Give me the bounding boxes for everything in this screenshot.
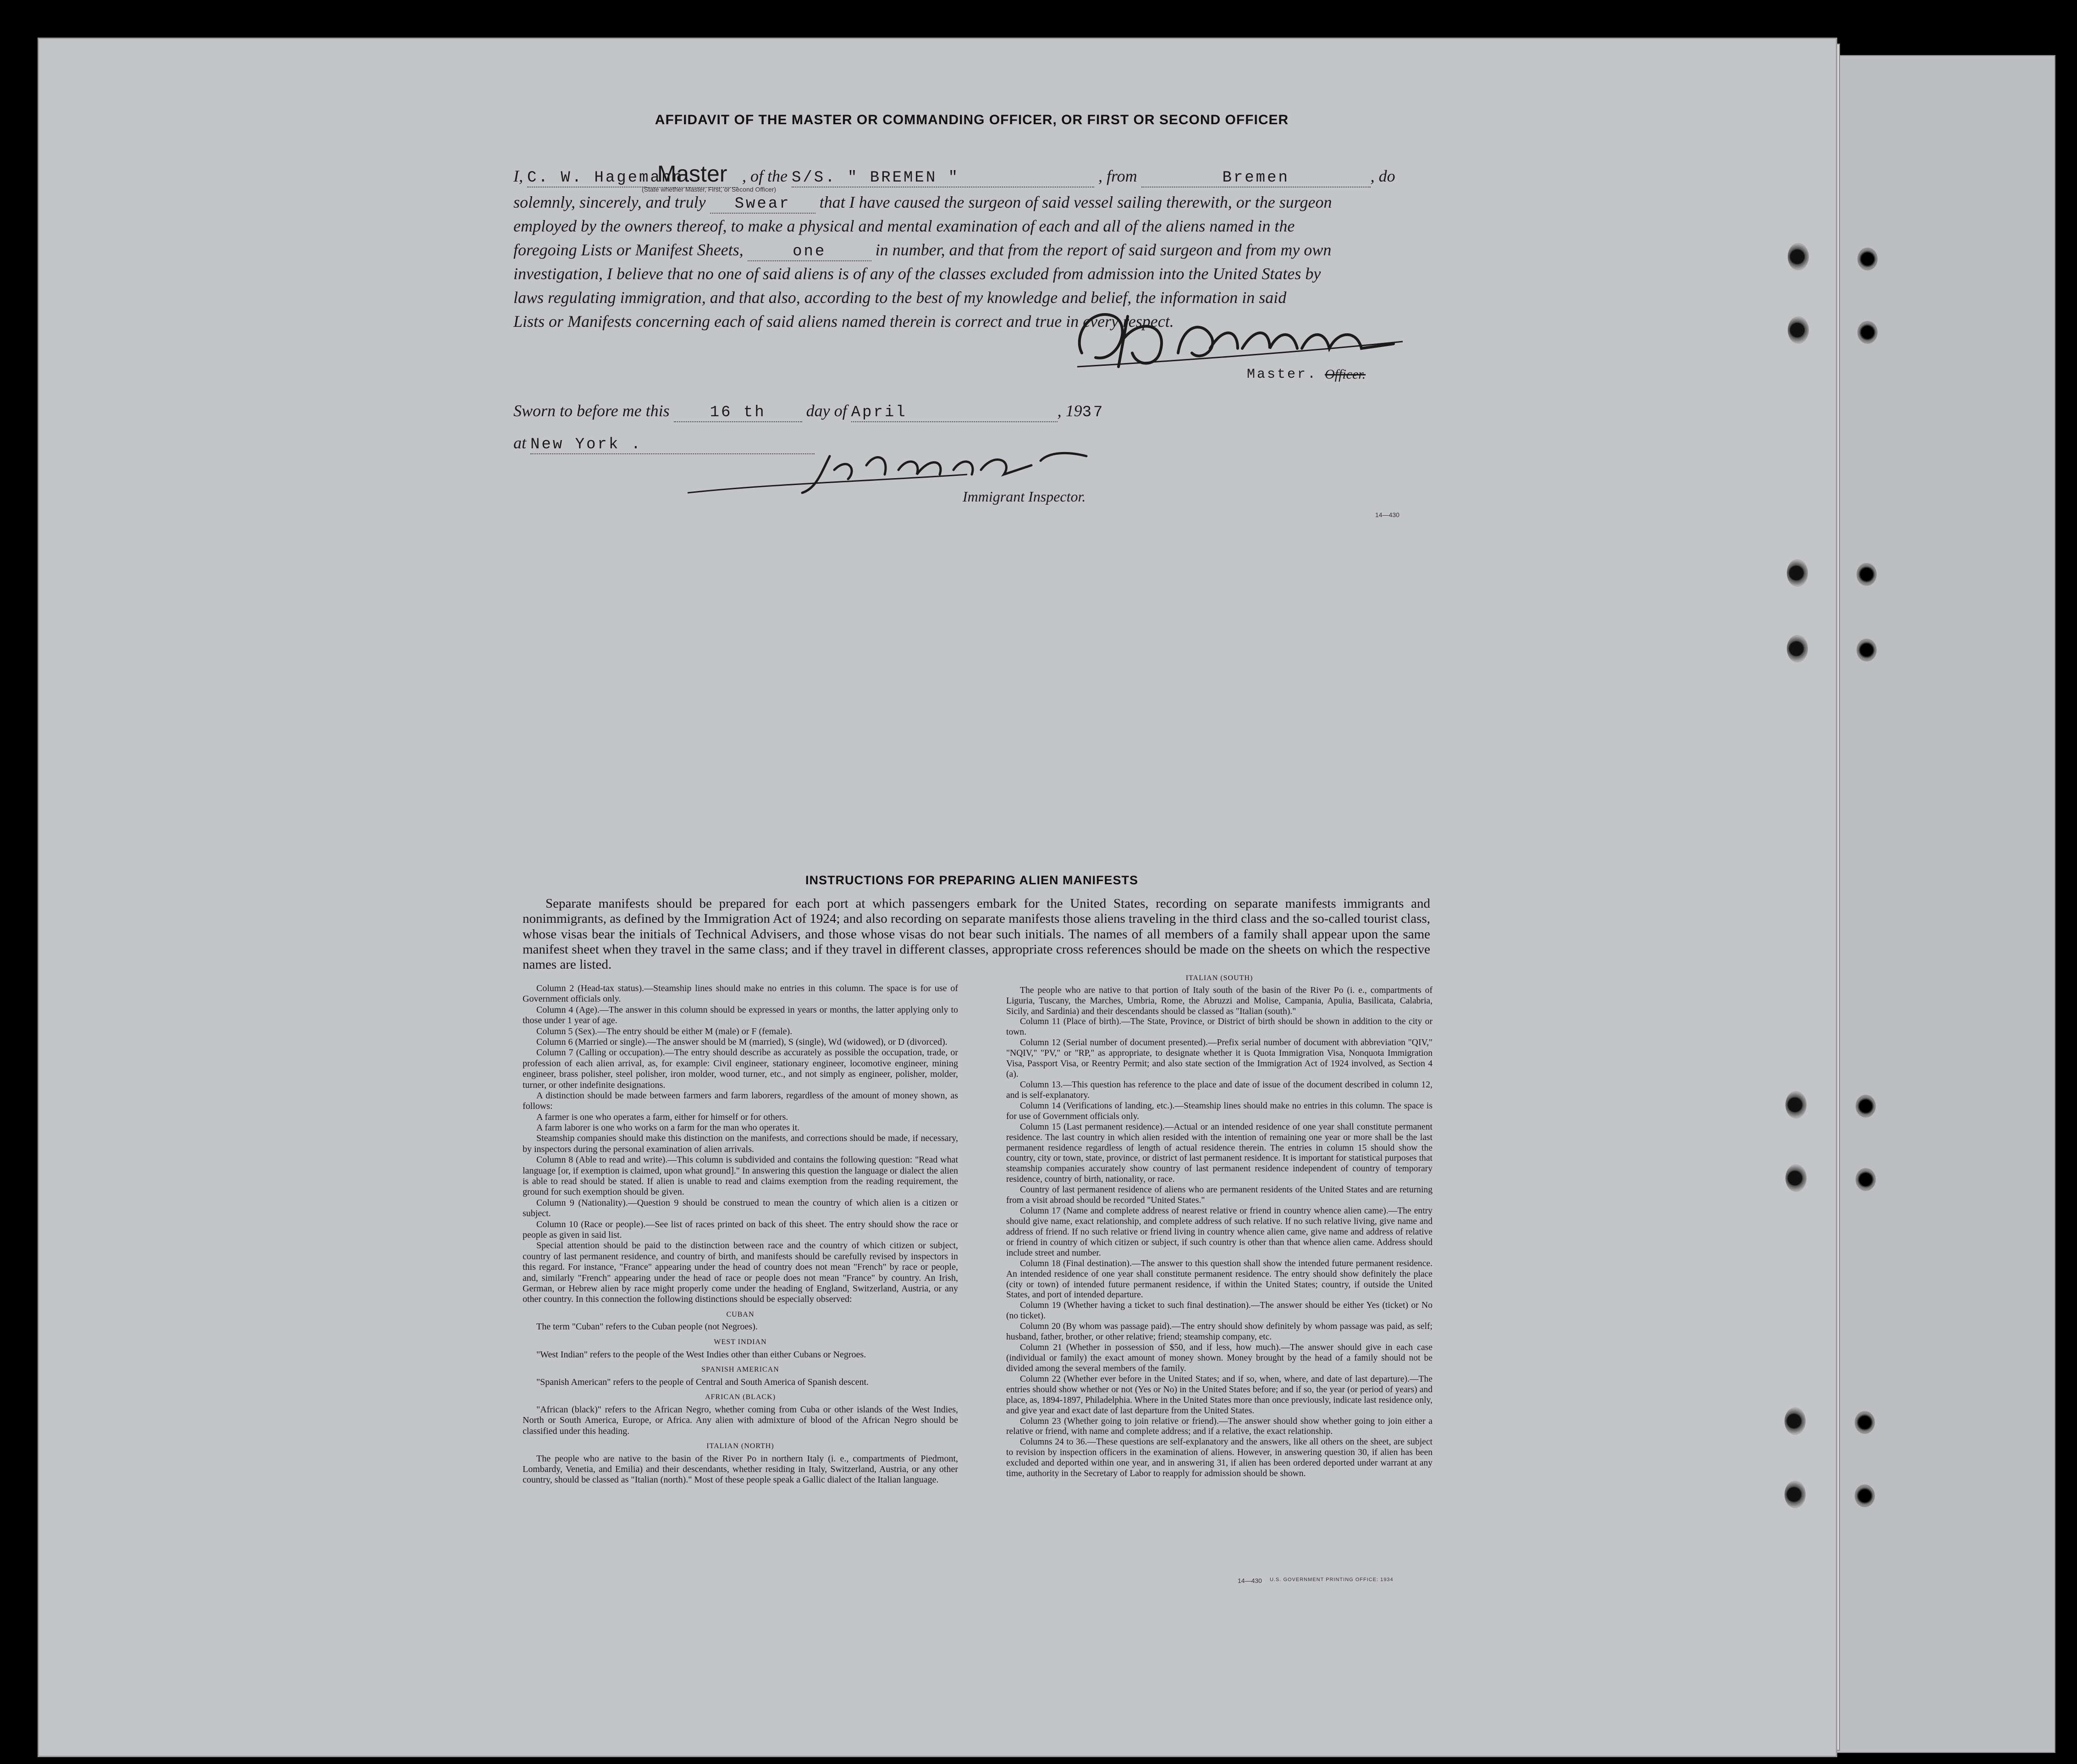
- oath-field: Swear: [710, 195, 815, 214]
- paragraph: Column 12 (Serial number of document presented).—Prefix serial number of document with abbreviation "QIV," "NQIV," "PV," or "RP," as appropriate, to designate whether it is Quota Immigration Visa, Nonquota Immigration Visa, Passport Visa, or Reentry Permit; and also state section of the Immigration Act of 1924 involved, as Section 4 (a).: [1006, 1038, 1432, 1080]
- section-heading: CUBAN: [726, 1310, 755, 1318]
- paragraph: Column 19 (Whether having a ticket to such final destination).—The answer should be either Yes (ticket) or No (no ticket).: [1006, 1301, 1432, 1321]
- affidavit-line-6: laws regulating immigration, and that also, according to the best of my knowledge and belief, the information in said: [513, 288, 1287, 307]
- affidavit-line-3: employed by the owners thereof, to make a physical and mental examination of each and all of the aliens named in the: [513, 217, 1295, 235]
- affidavit-line-7: Lists or Manifests concerning each of said aliens named therein is correct and true in every respect.: [513, 312, 1174, 331]
- affidavit-line-2: [513, 193, 1332, 214]
- port-field: Bremen: [1141, 169, 1371, 187]
- instructions-title: INSTRUCTIONS FOR PREPARING ALIEN MANIFESTS: [805, 873, 1139, 887]
- paragraph: Country of last permanent residence of aliens who are permanent residents of the United States and are returning from a visit abroad should be recorded "United States.": [1006, 1185, 1432, 1206]
- text: Sworn to before me this: [513, 402, 670, 420]
- footer-form-number: 14—430: [1238, 1577, 1262, 1584]
- signature-title: Master.: [1247, 367, 1318, 382]
- text: foregoing Lists or Manifest Sheets,: [513, 241, 744, 259]
- text: solemnly, sincerely, and truly: [513, 193, 706, 211]
- punch-hole: [1857, 248, 1878, 270]
- sworn-year-field: 37: [1082, 404, 1105, 421]
- sworn-month-field: April: [851, 404, 1058, 422]
- punch-hole: [1856, 1168, 1876, 1191]
- text: that I have caused the surgeon of said vessel sailing therewith, or the surgeon: [819, 193, 1332, 211]
- paragraph: "West Indian" refers to the people of the West Indies other than either Cubans or Negroes.: [536, 1349, 866, 1360]
- section-heading: AFRICAN (BLACK): [705, 1393, 776, 1401]
- paragraph: Column 9 (Nationality).—Question 9 should be construed to mean the country of which alien is a citizen or subject.: [523, 1197, 958, 1219]
- master-name-field: C. W. Hagemann: [527, 169, 684, 187]
- punch-hole: [1855, 1484, 1875, 1507]
- paragraph: Column 6 (Married or single).—The answer should be M (married), S (single), Wd (widowed), or D (divorced).: [536, 1036, 948, 1047]
- instructions-right-column: [1006, 974, 1432, 1479]
- paragraph: Column 23 (Whether going to join relative or friend).—The answer should show whether going to join either a relative or friend, with name and complete address; and if a relative, the exact relationship.: [1006, 1416, 1432, 1437]
- affidavit-line-1: [513, 160, 1395, 188]
- punch-hole: [1857, 563, 1877, 586]
- section-heading: ITALIAN (NORTH): [706, 1442, 774, 1450]
- paragraph: Column 18 (Final destination).—The answer to this question shall show the intended future permanent residence. An intended residence of one year shall constitute permanent residence. The entry should show definitely the place (city or town) of intended future permanent residence, if within the United States; country, if outside the United States, and port of intended departure.: [1006, 1258, 1432, 1300]
- paragraph: The term "Cuban" refers to the Cuban people (not Negroes).: [536, 1322, 758, 1332]
- back-sheet-edge: [1815, 55, 2055, 1753]
- paragraph: Column 5 (Sex).—The entry should be either M (male) or F (female).: [536, 1026, 793, 1036]
- punch-hole: [1785, 1164, 1807, 1192]
- instructions-left-column: [523, 983, 958, 1486]
- instructions-intro: Separate manifests should be prepared for each port at which passengers embark for the United States, recording on separate manifests immigrants and nonimmigrants, as defined by the Immigration Act of 1924; and also recording on separate manifests those aliens traveling in the third class and the so-called tourist class, whose visas bear the initials of Technical Advisers, and those whose visas do not bear such initials. The names of all members of a family shall appear upon the same manifest sheet when they travel in the same class; and if they travel in different classes, appropriate cross references should be made on the sheets on which the respective names are listed.: [523, 896, 1430, 972]
- rank-field: Master: [646, 160, 738, 188]
- punch-hole: [1787, 559, 1808, 587]
- text: , of the: [742, 167, 788, 185]
- sworn-line: [513, 401, 1104, 422]
- paragraph: A farmer is one who operates a farm, either for himself or for others.: [536, 1112, 788, 1122]
- paragraph: Column 22 (Whether ever before in the United States; and if so, when, where, and date of last departure).—The entries should show whether or not (Yes or No) in the United States before; and if so, the year (or period of years) and place, as, 1894-1897, Philadelphia. Where in the United States more than once previously, indicate last residence only, and give year and exact date of last departure from the United States.: [1006, 1374, 1432, 1416]
- text: , 19: [1057, 402, 1082, 420]
- paragraph: Column 17 (Name and complete address of nearest relative or friend in country whence alien came).—The entry should give name, exact relationship, and complete address of such relative. If no such relative living, give name and address of friend. If no such relative or friend living in country whence alien came, give name and address of relative or friend in country of which citizen or subject, if such country is other than that whence alien came. Address should include street and number.: [1006, 1206, 1432, 1258]
- punch-hole: [1785, 1481, 1806, 1508]
- paragraph: Columns 24 to 36.—These questions are self-explanatory and the answers, like all others on the sheet, are subject to revision by inspection officers in the examination of aliens. However, in answering question 30, if alien has been excluded and deported within one year, and in answering 31, if alien has been ordered deported under warrant at any time, authority in the Secretary of Labor to reapply for admission should be shown.: [1006, 1437, 1432, 1479]
- paragraph: Column 11 (Place of birth).—The State, Province, or District of birth should be shown in addition to the city or town.: [1006, 1017, 1432, 1037]
- sheet-count-field: one: [748, 243, 871, 261]
- rank-note: (State whether Master, First, or Second Officer): [642, 186, 777, 193]
- text: in number, and that from the report of said surgeon and from my own: [875, 241, 1332, 259]
- text: I,: [513, 167, 523, 185]
- punch-hole: [1785, 1407, 1806, 1435]
- paragraph: "Spanish American" refers to the people of Central and South America of Spanish descent.: [536, 1377, 869, 1387]
- paragraph: Column 15 (Last permanent residence).—Actual or an intended residence of one year shall constitute permanent residence. The last country in which alien resided with the intention of remaining one year or more shall be the last permanent residence regardless of length of actual residence therein. The entries in column 15 should show the country, city or town, state, province, or district of last permanent residence. It is important for statistical purposes that steamship companies accurately show country of last permanent residence independent of country of temporary residence, country of birth, nationality, or race.: [1006, 1122, 1432, 1185]
- text: at: [513, 434, 527, 452]
- affidavit-title: AFFIDAVIT OF THE MASTER OR COMMANDING OFFICER, OR FIRST OR SECOND OFFICER: [655, 112, 1289, 127]
- paragraph: Column 14 (Verifications of landing, etc.).—Steamship lines should make no entries in this column. The space is for use of Government officials only.: [1006, 1101, 1432, 1121]
- paragraph: Column 20 (By whom was passage paid).—The entry should show definitely by whom passage was paid, as self; husband, father, brother, or other relative; friend; steamship company, etc.: [1006, 1322, 1432, 1342]
- paragraph: Column 21 (Whether in possession of $50, and if less, how much).—The answer should give in each case (individual or family) the exact amount of money shown. Money brought by the head of a family should not be divided among the several members of the family.: [1006, 1343, 1432, 1373]
- punch-hole: [1857, 321, 1878, 344]
- punch-hole: [1857, 639, 1877, 662]
- text: day of: [806, 402, 847, 420]
- footer-printer: U.S. GOVERNMENT PRINTING OFFICE: 1934: [1270, 1577, 1394, 1582]
- paragraph: The people who are native to that portion of Italy south of the basin of the River Po (i. e., compartments of Liguria, Tuscany, the Marches, Umbria, Rome, the Abruzzi and Molise, Campania, Apulia, Basilicata, Calabria, Sicily, and Sardinia) and their descendants should be classed as "Italian (south).": [1006, 985, 1432, 1016]
- affidavit-line-5: investigation, I believe that no one of said aliens is of any of the classes excluded from admission into the United States by: [513, 265, 1321, 283]
- text: , from: [1098, 167, 1137, 185]
- paragraph: Column 13.—This question has reference to the place and date of issue of the document described in column 12, and is self-explanatory.: [1006, 1080, 1432, 1100]
- section-heading: ITALIAN (SOUTH): [1185, 974, 1253, 982]
- paragraph: Steamship companies should make this distinction on the manifests, and corrections should be made, if necessary, by inspectors during the personal examination of alien arrivals.: [523, 1133, 958, 1154]
- punch-hole: [1785, 1091, 1807, 1119]
- sworn-day-field: 16 th: [674, 404, 802, 422]
- at-place-field: New York .: [530, 436, 815, 454]
- punch-hole: [1788, 243, 1809, 270]
- paragraph: The people who are native to the basin of the River Po in northern Italy (i. e., compartments of Piedmont, Lombardy, Venetia, and Emilia) and their descendants, whether residing in Italy, Switzerland, Austria, or any other country, should be classed as "Italian (north)." Most of these people speak a Gallic dialect of the Italian language.: [523, 1453, 958, 1485]
- paragraph: Special attention should be paid to the distinction between race and the country of which citizen or subject, country of last permanent residence, and country of birth, and manifests should be carefully revised by inspectors in this regard. For instance, "France" appearing under the head of country does not mean "French" by race or people, and, similarly "French" appearing under the head of race or people does not mean "France" by country. An Irish, German, or Hebrew alien by race might properly come under the heading of England, Switzerland, Austria, or any other country. In this connection the following distinctions should be especially observed:: [523, 1240, 958, 1305]
- affidavit-line-4: [513, 240, 1331, 261]
- paragraph: Column 8 (Able to read and write).—This column is subdivided and contains the following question: "Read what language [or, if exemption is claimed, upon what ground]." In answering this question the language or dialect the alien is able to read should be stated. If alien is unable to read and claims exemption from the reading requirement, the ground for such exemption should be given.: [523, 1155, 958, 1197]
- punch-hole: [1787, 635, 1808, 662]
- text: , do: [1370, 167, 1395, 185]
- punch-hole: [1855, 1411, 1875, 1434]
- form-number: 14—430: [1375, 511, 1399, 518]
- paragraph: Column 2 (Head-tax status).—Steamship lines should make no entries in this column. The space is for use of Government officials only.: [523, 983, 958, 1004]
- section-heading: SPANISH AMERICAN: [701, 1365, 779, 1373]
- punch-hole: [1856, 1095, 1876, 1118]
- section-heading: WEST INDIAN: [714, 1338, 767, 1346]
- paragraph: A distinction should be made between farmers and farm laborers, regardless of the amount of money shown, as follows:: [523, 1090, 958, 1112]
- paragraph: Column 7 (Calling or occupation).—The entry should describe as accurately as possible the occupation, trade, or profession of each alien arrival, as, for example: Civil engineer, stationary engineer, locomotive engineer, mining engineer, brass polisher, steel polisher, iron molder, wood turner, etc., and not simply as engineer, polisher, molder, turner, or other indefinite designations.: [523, 1047, 958, 1090]
- paragraph: Column 4 (Age).—The answer in this column should be expressed in years or months, the latter applying only to those under 1 year of age.: [523, 1004, 958, 1026]
- inspector-label: Immigrant Inspector.: [963, 488, 1086, 505]
- paragraph: "African (black)" refers to the African Negro, whether coming from Cuba or other islands of the West Indies, North or South America, Europe, or Africa. Any alien with admixture of blood of the African Negro should be classified under this heading.: [523, 1404, 958, 1436]
- punch-hole: [1788, 316, 1809, 344]
- signature-title-printed: Officer.: [1325, 367, 1366, 382]
- ship-name-field: S/S. " BREMEN ": [792, 169, 1094, 187]
- paragraph: A farm laborer is one who works on a farm for the man who operates it.: [536, 1123, 800, 1133]
- paragraph: Column 10 (Race or people).—See list of races printed on back of this sheet. The entry should show the race or people as given in said list.: [523, 1219, 958, 1240]
